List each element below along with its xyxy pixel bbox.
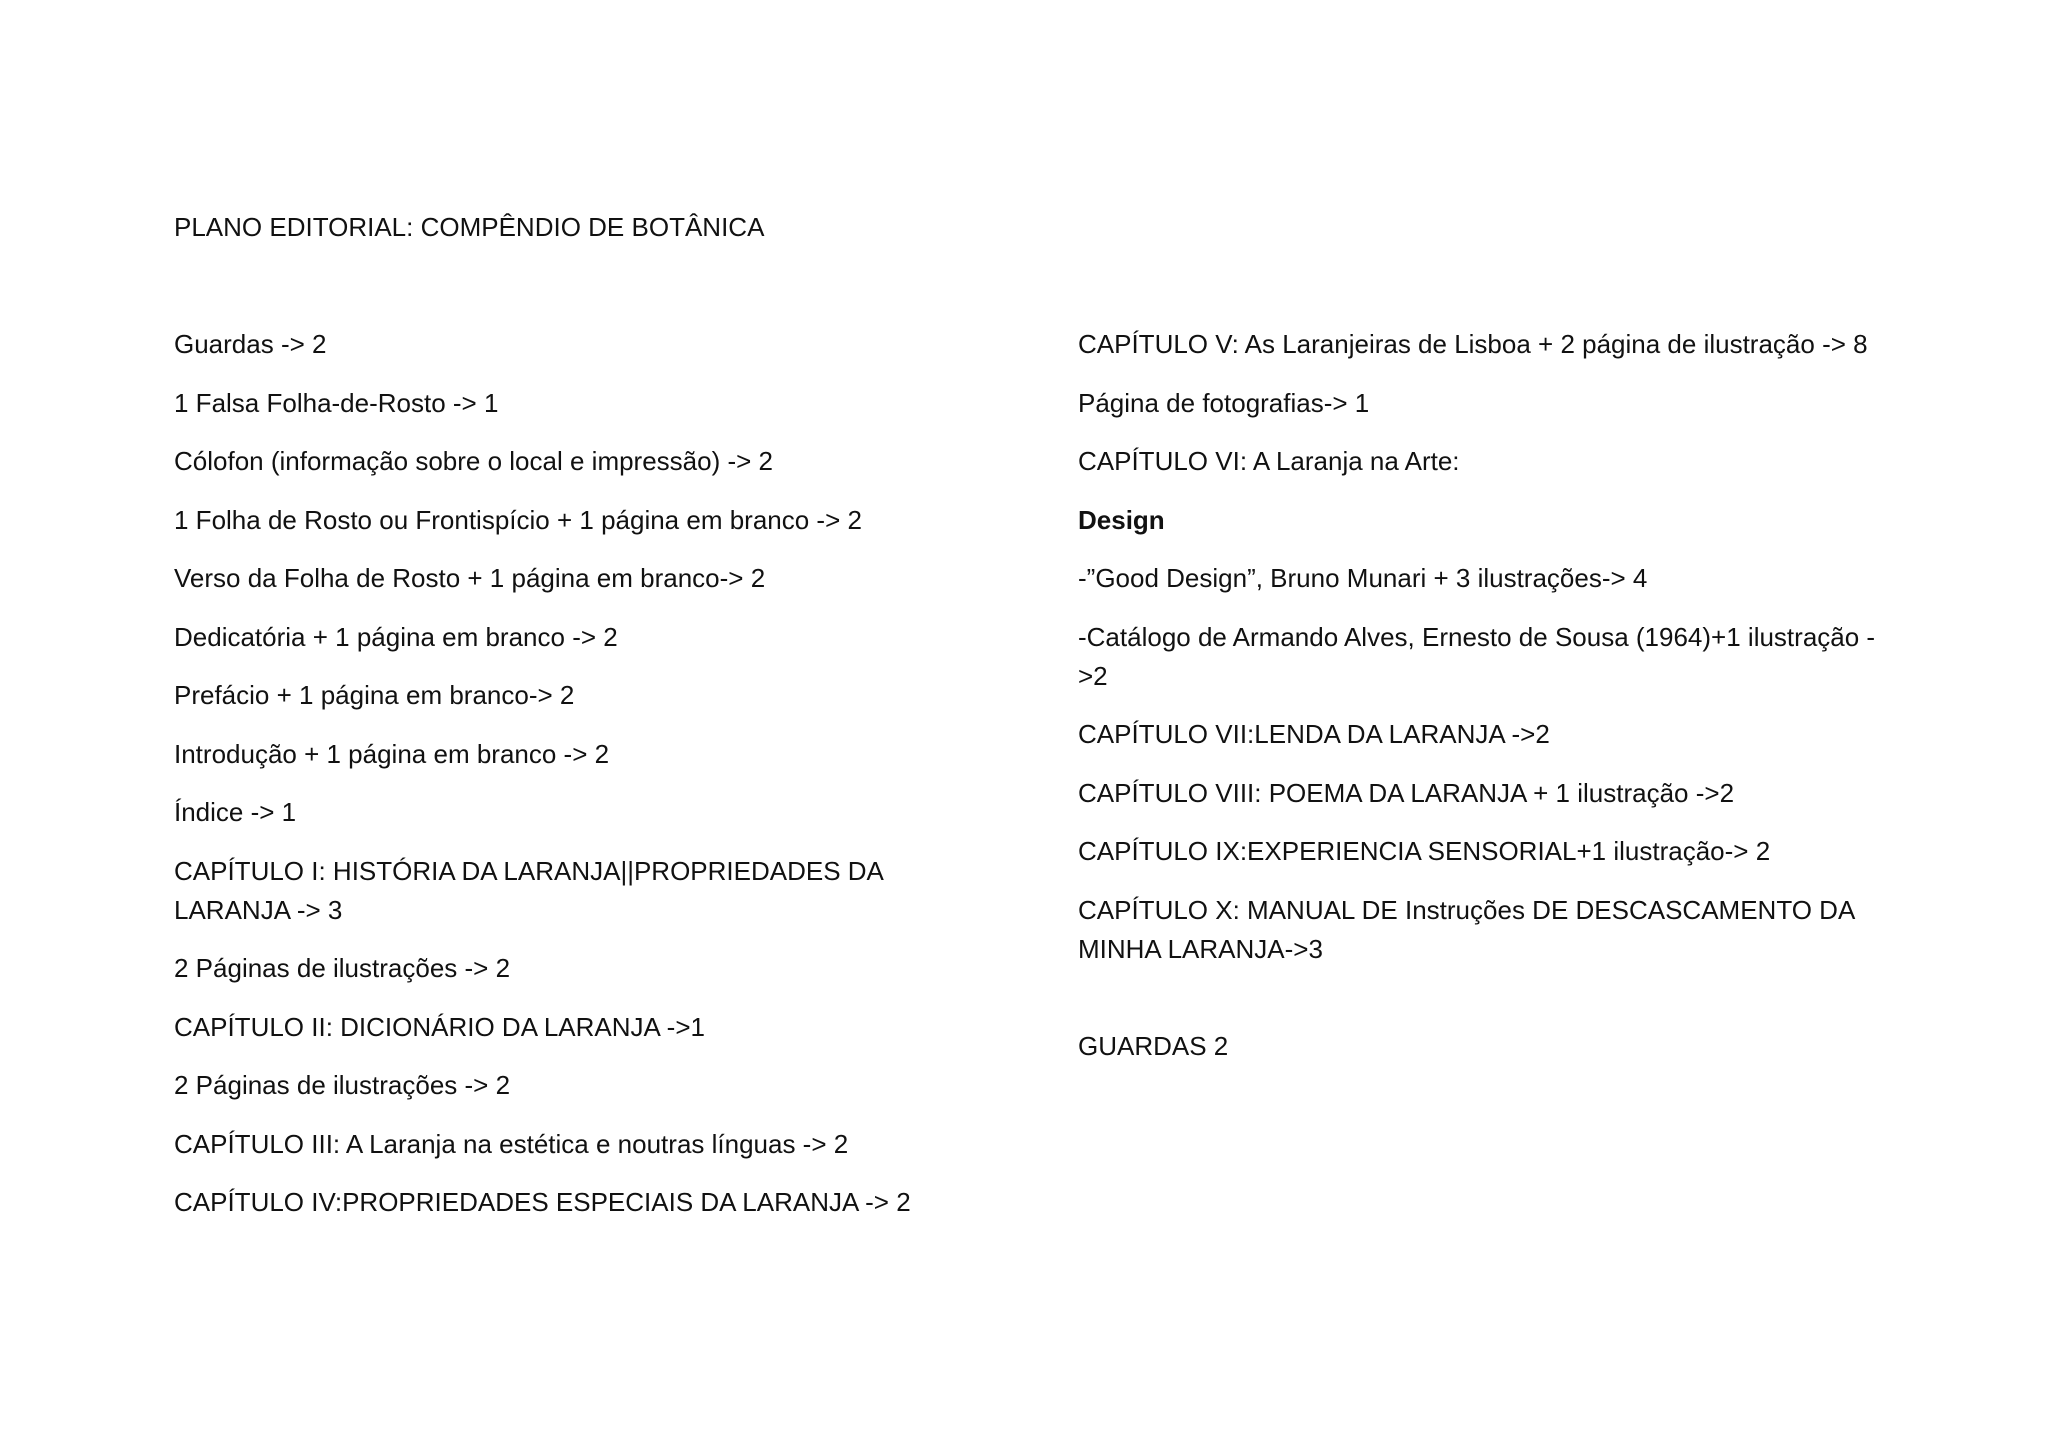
plan-entry: -”Good Design”, Bruno Munari + 3 ilustrações-> 4 <box>1078 563 1648 593</box>
plan-entry: CAPÍTULO X: MANUAL DE Instruções DE DESCASCAMENTO DA MINHA LARANJA->3 <box>1078 894 1854 964</box>
plan-entry: CAPÍTULO III: A Laranja na estética e noutras línguas -> 2 <box>174 1128 849 1159</box>
plan-entry: Página de fotografias-> 1 <box>1078 387 1370 418</box>
plan-entry: Introdução + 1 página em branco -> 2 <box>174 738 610 769</box>
plan-entry: Cólofon (informação sobre o local e impressão) -> 2 <box>174 446 774 476</box>
document-title: PLANO EDITORIAL: COMPÊNDIO DE BOTÂNICA <box>174 212 765 242</box>
plan-entry: GUARDAS 2 <box>1078 1030 1229 1061</box>
plan-entry: 2 Páginas de ilustrações -> 2 <box>174 953 511 983</box>
plan-entry: CAPÍTULO V: As Laranjeiras de Lisboa + 2 página de ilustração -> 8 <box>1078 329 1868 359</box>
plan-entry: -Catálogo de Armando Alves, Ernesto de Sousa (1964)+1 ilustração ->2 <box>1078 621 1876 691</box>
plan-entry: Design <box>1078 504 1165 535</box>
plan-entry: CAPÍTULO II: DICIONÁRIO DA LARANJA ->1 <box>174 1011 705 1042</box>
right-column <box>1078 325 1898 1085</box>
plan-entry: 1 Folha de Rosto ou Frontispício + 1 página em branco -> 2 <box>174 504 862 535</box>
plan-entry: Índice -> 1 <box>174 797 297 827</box>
plan-entry: CAPÍTULO I: HISTÓRIA DA LARANJA||PROPRIEDADES DA LARANJA -> 3 <box>174 855 883 925</box>
plan-entry: Prefácio + 1 página em branco-> 2 <box>174 680 575 710</box>
left-column <box>174 325 994 1242</box>
plan-entry: Guardas -> 2 <box>174 329 327 359</box>
plan-entry: CAPÍTULO VII:LENDA DA LARANJA ->2 <box>1078 719 1550 749</box>
plan-entry: 2 Páginas de ilustrações -> 2 <box>174 1070 511 1100</box>
plan-entry: CAPÍTULO IX:EXPERIENCIA SENSORIAL+1 ilustração-> 2 <box>1078 836 1771 866</box>
plan-entry: Dedicatória + 1 página em branco -> 2 <box>174 621 618 652</box>
plan-entry: CAPÍTULO VI: A Laranja na Arte: <box>1078 446 1460 476</box>
plan-entry: 1 Falsa Folha-de-Rosto -> 1 <box>174 387 499 418</box>
plan-entry: CAPÍTULO IV:PROPRIEDADES ESPECIAIS DA LARANJA -> 2 <box>174 1187 911 1217</box>
plan-entry: CAPÍTULO VIII: POEMA DA LARANJA + 1 ilustração ->2 <box>1078 777 1735 808</box>
plan-entry: Verso da Folha de Rosto + 1 página em branco-> 2 <box>174 563 766 593</box>
